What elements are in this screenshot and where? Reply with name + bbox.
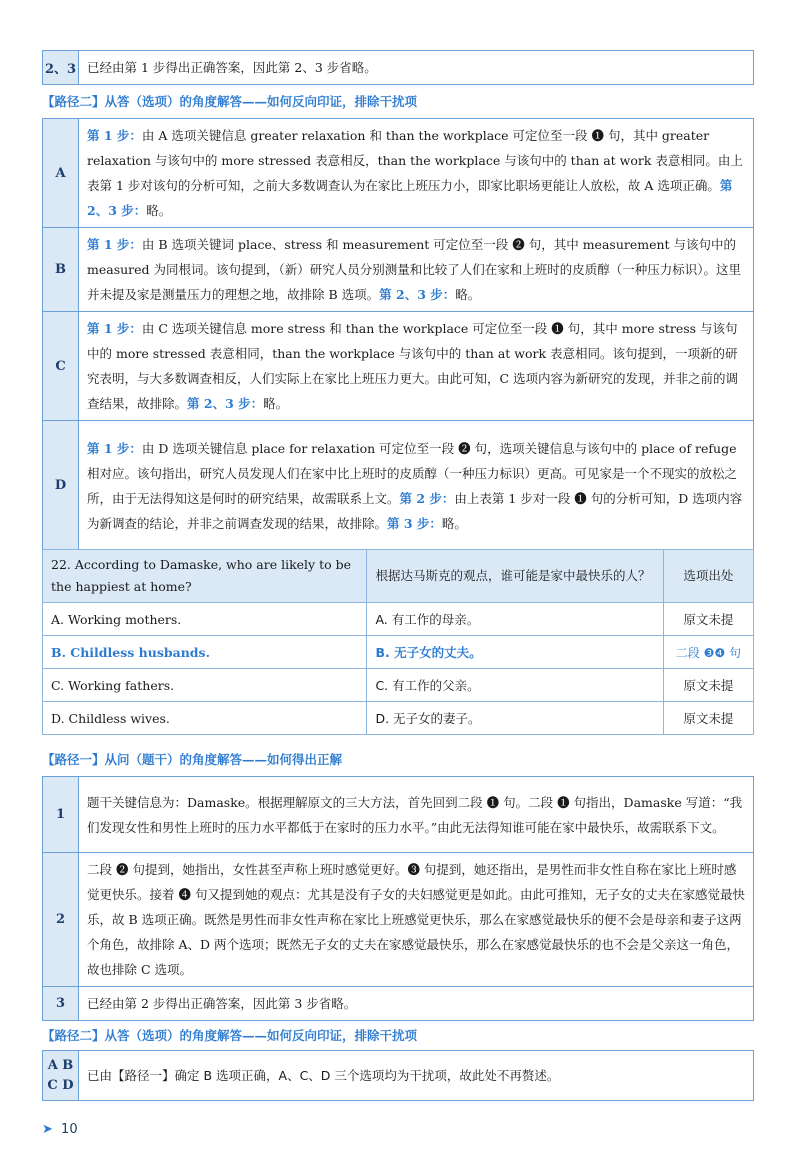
abcd-label-bottom: C D: [47, 1077, 74, 1093]
analysis-text: 由 C 选项关键信息 more stress 和 than the workplace 可定位至一段 ❶ 句，其中 more stress 与该句中的 more stressed 表意相同，than the workplace 与该句中的 than at work 表意相同。该句提到，一项新的研究表明，与大多数调查相反，人们实际上在家比上班压力更大。由此可知，C 选项内容为新研究的发现，并非之前的调查结果，故排除。: [87, 321, 739, 411]
steps-table: [42, 776, 754, 1021]
step-label: 第 1 步：: [87, 128, 142, 143]
step-number: 2: [43, 853, 79, 987]
option-label: A: [43, 119, 79, 228]
option-row-b: [43, 228, 754, 312]
step-label: 第 1 步：: [87, 440, 142, 456]
option-analysis-text: [79, 312, 754, 421]
question-en: 22. According to Damaske, who are likely to be the happiest at home?: [43, 550, 367, 603]
answer-source: 原文未提: [663, 603, 753, 636]
step-label: 第 1 步：: [87, 321, 142, 336]
page-number: 10: [61, 1122, 78, 1137]
answer-source: 二段 ❸❹ 句: [663, 636, 753, 669]
step-number: 1: [43, 777, 79, 853]
answer-en: C. Working fathers.: [43, 669, 367, 702]
analysis-text: 略。: [455, 287, 481, 302]
answer-en: B. Childless husbands.: [43, 636, 367, 669]
top-table: [42, 50, 754, 85]
row-label: 2、3: [43, 51, 79, 85]
answer-cn: C. 有工作的父亲。: [367, 669, 663, 702]
abcd-label: [43, 1051, 79, 1101]
answer-cn: B. 无子女的丈夫。: [367, 636, 663, 669]
option-label: B: [43, 228, 79, 312]
answer-cn: D. 无子女的妻子。: [367, 702, 663, 735]
step-row-1: [43, 777, 754, 853]
step-label: 第 2 步：: [399, 490, 455, 506]
abcd-label-top: A B: [47, 1057, 74, 1073]
answer-cn: A. 有工作的母亲。: [367, 603, 663, 636]
option-row-c: [43, 312, 754, 421]
step-text: 题干关键信息为：Damaske。根据理解原文的三大方法，首先回到二段 ❶ 句。二段 ❶ 句指出，Damaske 写道：“我们发现女性和男性上班时的压力水平都低于在家时的压力水平。”由此无法得知谁可能在家中最快乐，故需联系下文。: [79, 777, 754, 853]
answer-en: A. Working mothers.: [43, 603, 367, 636]
abcd-table: [42, 1050, 754, 1101]
analysis-text: 由 D 选项关键信息 place for relaxation 可定位至一段 ❷ 句，选项关键信息与该句中的 place of refuge 相对应。该句指出，研究人员发现人们在家中比上班时的皮质醇（一种压力标识）更高。可见家是一个不现实的放松之所，由于无法得知这是何时的研究结果，故需联系上文。: [87, 440, 738, 506]
route2-title: 【路径二】从答（选项）的角度解答——如何反向印证，排除干扰项: [42, 94, 418, 109]
analysis-text: 略。: [441, 515, 467, 531]
step-number: 3: [43, 987, 79, 1021]
abcd-text: 已由【路径一】确定 B 选项正确，A、C、D 三个选项均为干扰项，故此处不再赘述。: [79, 1051, 754, 1101]
step-row-3: [43, 987, 754, 1021]
question-cn: 根据达马斯克的观点，谁可能是家中最快乐的人？: [367, 550, 663, 603]
option-label: D: [43, 421, 79, 551]
analysis-text: 由 B 选项关键词 place、stress 和 measurement 可定位至一段 ❷ 句，其中 measurement 与该句中的 measured 为同根词。该句提到，（新）研究人员分别测量和比较了人们在家和上班时的皮质醇（一种压力标识）。这里并未提及家是测量压力的理想之地，故排除 B 选项。: [87, 237, 742, 302]
step-row-2: [43, 853, 754, 987]
analysis-text: 略。: [263, 396, 289, 411]
route2b-title: 【路径二】从答（选项）的角度解答——如何反向印证，排除干扰项: [42, 1028, 418, 1043]
step-text: 二段 ❷ 句提到，她指出，女性甚至声称上班时感觉更好。❸ 句提到，她还指出，是男性而非女性自称在家比上班时感觉更快乐。接着 ❹ 句又提到她的观点：尤其是没有子女的夫妇感觉更是如此。由此可推知，无子女的丈夫在家感觉最快乐，故 B 选项正确。既然是男性而非女性声称在家比上班感觉更快乐，那么在家感觉最快乐的便不会是母亲和妻子这两个角色，故排除 A、D 两个选项；既然无子女的丈夫在家感觉最快乐，那么在家感觉最快乐的也不会是父亲这一角色，故也排除 C 选项。: [79, 853, 754, 987]
option-row-d: [43, 421, 754, 551]
answer-source: 原文未提: [663, 702, 753, 735]
step-label: 第 2、3 步：: [87, 178, 733, 218]
step-label: 第 3 步：: [387, 515, 442, 531]
step-label: 第 2、3 步：: [379, 287, 456, 302]
option-analysis-text: [79, 119, 754, 228]
option-label: C: [43, 312, 79, 421]
page-footer: [42, 1122, 78, 1137]
route1-title: 【路径一】从问（题干）的角度解答——如何得出正解: [42, 752, 343, 767]
options-table: [42, 118, 754, 551]
answer-row: [43, 702, 754, 735]
source-header: 选项出处: [663, 550, 753, 603]
analysis-text: 由上表第 1 步对一段 ❶ 句的分析可知，D 选项内容为新调查的结论，并非之前调查发现的结果，故排除。: [87, 490, 743, 531]
row-text: 已经由第 1 步得出正确答案，因此第 2、3 步省略。: [79, 51, 754, 85]
answer-source: 原文未提: [663, 669, 753, 702]
question-table: [42, 549, 754, 735]
book-icon: ➤: [42, 1122, 53, 1137]
answer-row: [43, 603, 754, 636]
step-text: 已经由第 2 步得出正确答案，因此第 3 步省略。: [79, 987, 754, 1021]
analysis-text: 略。: [146, 203, 172, 218]
option-analysis-text: [79, 228, 754, 312]
step-label: 第 2、3 步：: [187, 396, 264, 411]
answer-row: [43, 669, 754, 702]
analysis-text: 由 A 选项关键信息 greater relaxation 和 than the workplace 可定位至一段 ❶ 句，其中 greater relaxation 与该句中的 more stressed 表意相反，than the workplace 与该句中的 than at work 表意相同。由上表第 1 步对该句的分析可知，之前大多数调查认为在家比上班压力小，即家比职场更能让人放松，故 A 选项正确。: [87, 128, 743, 193]
answer-en: D. Childless wives.: [43, 702, 367, 735]
option-row-a: [43, 119, 754, 228]
step-label: 第 1 步：: [87, 237, 142, 252]
answer-row: [43, 636, 754, 669]
option-analysis-text: [79, 421, 754, 551]
